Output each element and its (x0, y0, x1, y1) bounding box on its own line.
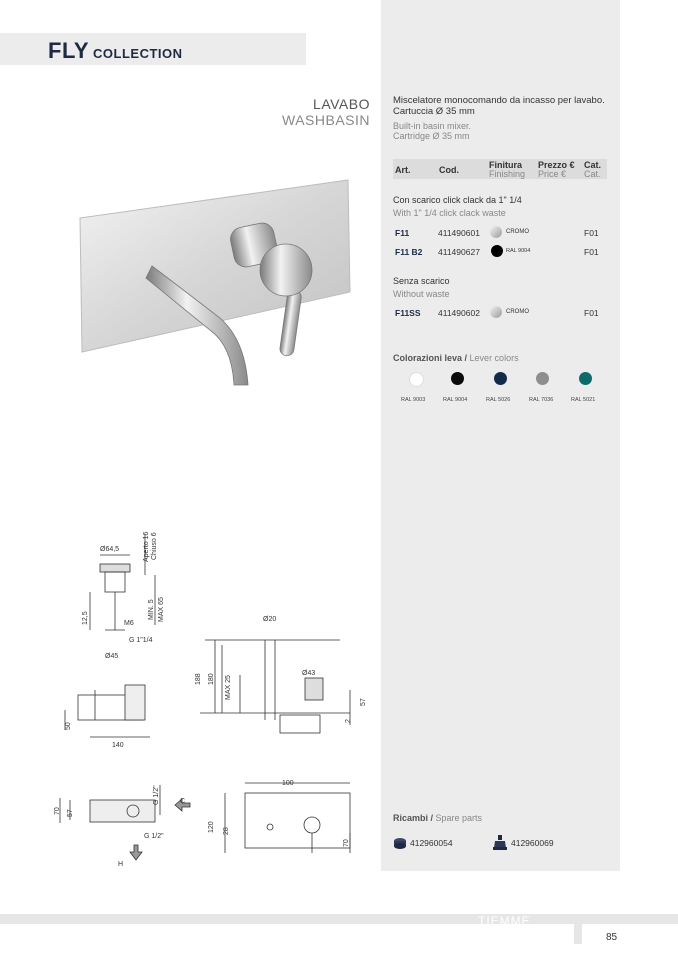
dim-label: G 1"1/4 (129, 637, 153, 644)
spare-part-code: 412960054 (410, 838, 453, 848)
brand-name: FLY (48, 38, 90, 63)
row-cat: F01 (584, 247, 599, 257)
spare-parts-title (393, 813, 482, 823)
table-row (393, 247, 607, 259)
collection-label: COLLECTION (93, 46, 183, 61)
description-it (393, 95, 613, 117)
lever-colors-title (393, 353, 519, 363)
spare-parts-title-en: Spare parts (435, 813, 483, 823)
col-cat-en: Cat. (584, 169, 601, 179)
dim-label: MIN. 5 (148, 599, 155, 620)
dim-label: MAX 25 (225, 675, 232, 700)
table-header (393, 159, 607, 179)
dim-label: Ø45 (105, 653, 119, 660)
dim-label: 70 (343, 839, 350, 847)
ral-7036-swatch-icon (536, 372, 549, 385)
valve-icon (493, 835, 507, 850)
dim-label: Aperto 16 (143, 531, 150, 562)
ral-9003-swatch-icon (409, 372, 424, 387)
dim-label: 28 (223, 827, 230, 835)
row-art: F11SS (395, 308, 421, 318)
dim-label: 120 (208, 821, 215, 833)
dim-label: 180 (208, 673, 215, 685)
desc-en-line2: Cartridge Ø 35 mm (393, 131, 470, 141)
ral-5026-swatch-icon (494, 372, 507, 385)
dim-label: G 1/2" (144, 833, 164, 840)
desc-en-line1: Built-in basin mixer. (393, 121, 472, 131)
row-art: F11 B2 (395, 247, 423, 257)
col-finitura: Finitura (489, 160, 522, 170)
footer-brand: TIEMME (478, 914, 531, 928)
dim-label: 100 (282, 780, 294, 787)
section-title-it: Con scarico click clack da 1" 1/4 (393, 195, 522, 205)
row-cat: F01 (584, 308, 599, 318)
dim-label: Ø64,5 (100, 546, 120, 553)
dim-label: 140 (112, 742, 124, 749)
dim-label: 188 (195, 673, 202, 685)
spare-parts-title-it: Ricambi / (393, 813, 434, 823)
col-prezzo: Prezzo € (538, 160, 575, 170)
col-art: Art. (395, 165, 411, 175)
ral-label: RAL 5021 (571, 397, 596, 403)
col-cod: Cod. (439, 165, 459, 175)
dim-label: 57 (67, 809, 74, 817)
chrome-swatch-icon (490, 226, 502, 238)
row-cod: 411490602 (438, 308, 480, 318)
table-row (393, 308, 607, 320)
collection-title (48, 38, 183, 64)
ral-label: RAL 7036 (529, 397, 554, 403)
col-price: Price € (538, 169, 567, 179)
desc-it-line2: Cartuccia Ø 35 mm (393, 106, 475, 117)
section-title-it: Senza scarico (393, 276, 450, 286)
row-cod: 411490627 (438, 247, 480, 257)
dim-label: Ø20 (263, 616, 277, 623)
desc-it-line1: Miscelatore monocomando da incasso per lavabo. (393, 95, 605, 106)
col-cat-it: Cat. (584, 160, 602, 170)
dim-label: H (118, 861, 124, 868)
row-cod: 411490601 (438, 228, 480, 238)
ral-5021-swatch-icon (579, 372, 592, 385)
dim-label: 12,5 (82, 611, 89, 625)
technical-drawing (50, 515, 380, 875)
dim-label: 57 (360, 698, 367, 706)
dim-label: Ø43 (302, 670, 316, 677)
product-title-en: WASHBASIN (282, 112, 370, 128)
spare-part-code: 412960069 (511, 838, 554, 848)
dim-label: Chiuso 6 (151, 532, 158, 560)
dim-label: 70 (54, 807, 61, 815)
row-finish: CROMO (506, 229, 529, 235)
dim-label: G 1/2" (153, 785, 160, 805)
footer-pipe-icon (556, 912, 586, 946)
row-finish: RAL 9004 (506, 248, 531, 254)
dim-label: 2 (345, 719, 352, 723)
col-finishing: Finishing (489, 169, 526, 179)
description-en (393, 121, 471, 141)
row-art: F11 (395, 228, 410, 238)
ral-label: RAL 9003 (401, 397, 426, 403)
page-number: 85 (606, 932, 618, 943)
row-finish: CROMO (506, 309, 529, 315)
table-row (393, 228, 607, 240)
dim-label: C (180, 798, 186, 805)
ral-label: RAL 5026 (486, 397, 511, 403)
lever-colors-title-it: Colorazioni leva / (393, 353, 468, 363)
product-title-it: LAVABO (313, 96, 370, 112)
black-swatch-icon (491, 245, 503, 257)
ral-9004-swatch-icon (451, 372, 464, 385)
ral-label: RAL 9004 (443, 397, 468, 403)
row-cat: F01 (584, 228, 599, 238)
product-image (70, 170, 370, 395)
dim-label: 50 (65, 722, 72, 730)
section-title-en: Without waste (393, 289, 450, 299)
cartridge-icon (393, 836, 407, 850)
section-title-en: With 1" 1/4 click clack waste (393, 208, 506, 218)
lever-colors-title-en: Lever colors (469, 353, 519, 363)
dim-label: M6 (124, 620, 134, 627)
chrome-swatch-icon (490, 306, 502, 318)
dim-label: MAX 65 (158, 597, 165, 622)
